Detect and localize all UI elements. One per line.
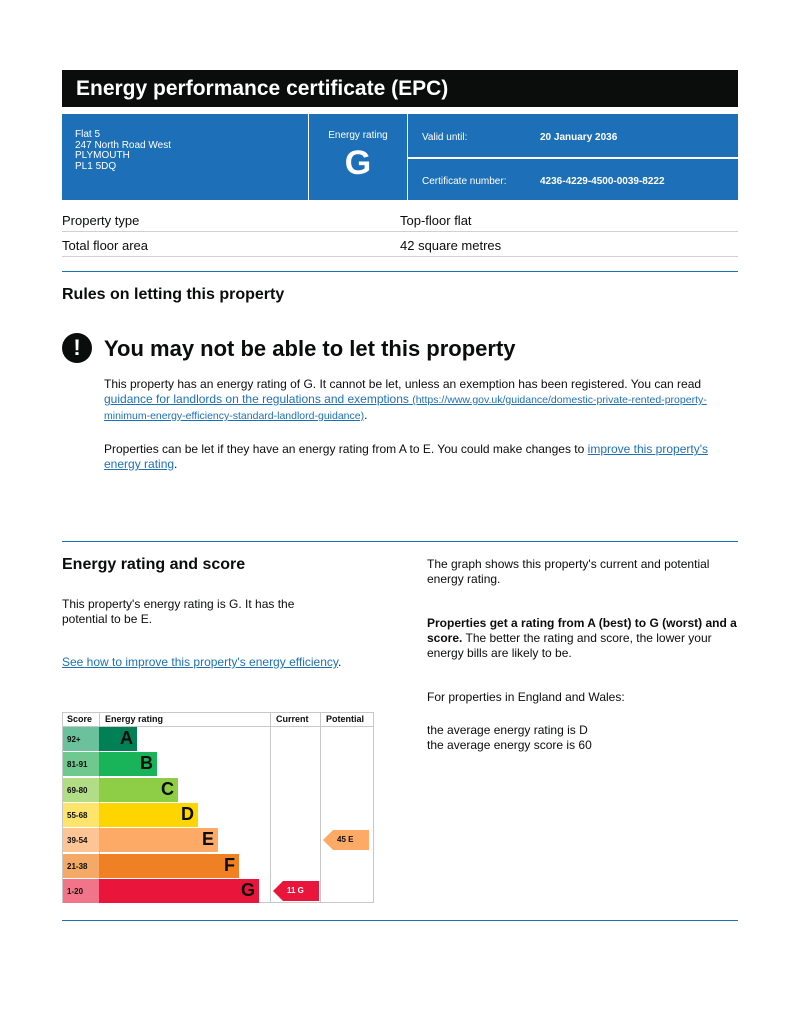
band-letter-d: D	[181, 803, 194, 824]
average-score: the average energy score is 60	[427, 738, 592, 752]
letting-paragraph-1: This property has an energy rating of G. It cannot be let, unless an exemption has been registered. You can read guidance for landlords on the regulations and exemptions (https://www.gov.uk/guidance/domestic-private-rented-property-minimum-energy-efficiency-standard-landlord-guidance).	[104, 377, 707, 422]
floor-area-row	[62, 233, 738, 257]
rating-explanation-bold: Properties get a rating from A (best) to G (worst) and a score.	[427, 616, 737, 645]
current-column-header: Current	[276, 714, 309, 724]
warning-icon: !	[62, 333, 92, 363]
address-line-4: PL1 5DQ	[75, 160, 117, 172]
certificate-number-value: 4236-4229-4500-0039-8222	[540, 176, 665, 187]
band-bar-g	[99, 879, 259, 903]
certificate-summary	[62, 114, 738, 200]
band-score-range-a: 92+	[63, 727, 99, 751]
energy-summary: This property's energy rating is G. It has the potential to be E.	[62, 597, 295, 626]
energy-rating-value: G	[344, 144, 372, 182]
address-line-1: Flat 5	[75, 129, 101, 140]
rating-explanation	[427, 616, 739, 661]
graph-description: The graph shows this property's current and potential energy rating.	[427, 557, 710, 586]
band-score-range-d: 55-68	[63, 803, 99, 827]
band-bar-f	[99, 854, 239, 878]
current-rating-arrow-label: 11 G	[287, 885, 304, 895]
improve-efficiency-link[interactable]: See how to improve this property's energy efficiency	[62, 655, 338, 669]
epc-rating-chart	[62, 712, 374, 903]
property-type-row	[62, 208, 738, 232]
potential-rating-arrow-label: 45 E	[337, 835, 354, 845]
floor-area-label: Total floor area	[62, 238, 148, 253]
band-letter-c: C	[161, 778, 174, 799]
property-type-value: Top-floor flat	[400, 213, 472, 228]
letting-text: Properties can be let if they have an energy rating from A to E. You could make changes to	[104, 442, 585, 456]
landlord-guidance-link[interactable]: guidance for landlords on the regulations and exemptions (https://www.gov.uk/guidance/domestic-private-rented-property-minimum-energy-efficiency-standard-landlord-guidance)	[104, 392, 707, 422]
section-divider	[62, 920, 738, 921]
band-letter-e: E	[201, 829, 214, 850]
band-bar-e	[99, 828, 218, 852]
section-divider	[62, 271, 738, 272]
band-bar-a	[99, 727, 137, 751]
band-letter-g: G	[240, 879, 255, 900]
address-block	[75, 130, 171, 172]
band-score-range-c: 69-80	[63, 778, 99, 802]
page-title: Energy performance certificate (EPC)	[62, 70, 738, 107]
band-bar-c	[99, 778, 178, 802]
england-wales-note: For properties in England and Wales:	[427, 690, 625, 704]
potential-rating-arrow	[323, 830, 369, 850]
divider	[408, 157, 738, 159]
score-column-header: Score	[67, 714, 93, 724]
band-score-range-f: 21-38	[63, 854, 99, 878]
rating-column-header: Energy rating	[105, 714, 164, 724]
improve-rating-link[interactable]: improve this property's energy rating	[104, 442, 708, 471]
average-rating: the average energy rating is D	[427, 723, 588, 737]
band-letter-b: B	[140, 753, 153, 774]
energy-heading: Energy rating and score	[62, 556, 246, 573]
floor-area-value: 42 square metres	[400, 238, 502, 253]
property-type-label: Property type	[62, 213, 140, 228]
band-letter-f: F	[224, 854, 235, 875]
band-bar-d	[99, 803, 198, 827]
current-rating-arrow	[273, 881, 319, 901]
address-line-2: 247 North Road West	[75, 139, 171, 151]
band-score-range-e: 39-54	[63, 828, 99, 852]
energy-rating-label: Energy rating	[328, 130, 388, 141]
improve-efficiency-para: See how to improve this property's energy efficiency.	[62, 655, 342, 669]
band-score-range-g: 1-20	[63, 879, 99, 903]
band-score-range-b: 81-91	[63, 752, 99, 776]
letting-paragraph-2: Properties can be let if they have an energy rating from A to E. You could make changes to improve this property's energy rating.	[104, 442, 708, 471]
band-bar-b	[99, 752, 157, 776]
valid-until-label: Valid until:	[422, 132, 468, 143]
address-line-3: PLYMOUTH	[75, 150, 130, 161]
section-divider	[62, 541, 738, 542]
rating-explanation-rest: The better the rating and score, the lower your energy bills are likely to be.	[427, 631, 712, 660]
letting-text: This property has an energy rating of G. It cannot be let, unless an exemption has been registered. You can read	[104, 377, 702, 391]
letting-warning: You may not be able to let this property	[104, 336, 516, 361]
certificate-number-label: Certificate number:	[422, 176, 507, 187]
valid-until-value: 20 January 2036	[540, 132, 618, 143]
band-letter-a: A	[120, 728, 133, 748]
letting-heading: Rules on letting this property	[62, 286, 285, 303]
potential-column-header: Potential	[326, 714, 365, 724]
